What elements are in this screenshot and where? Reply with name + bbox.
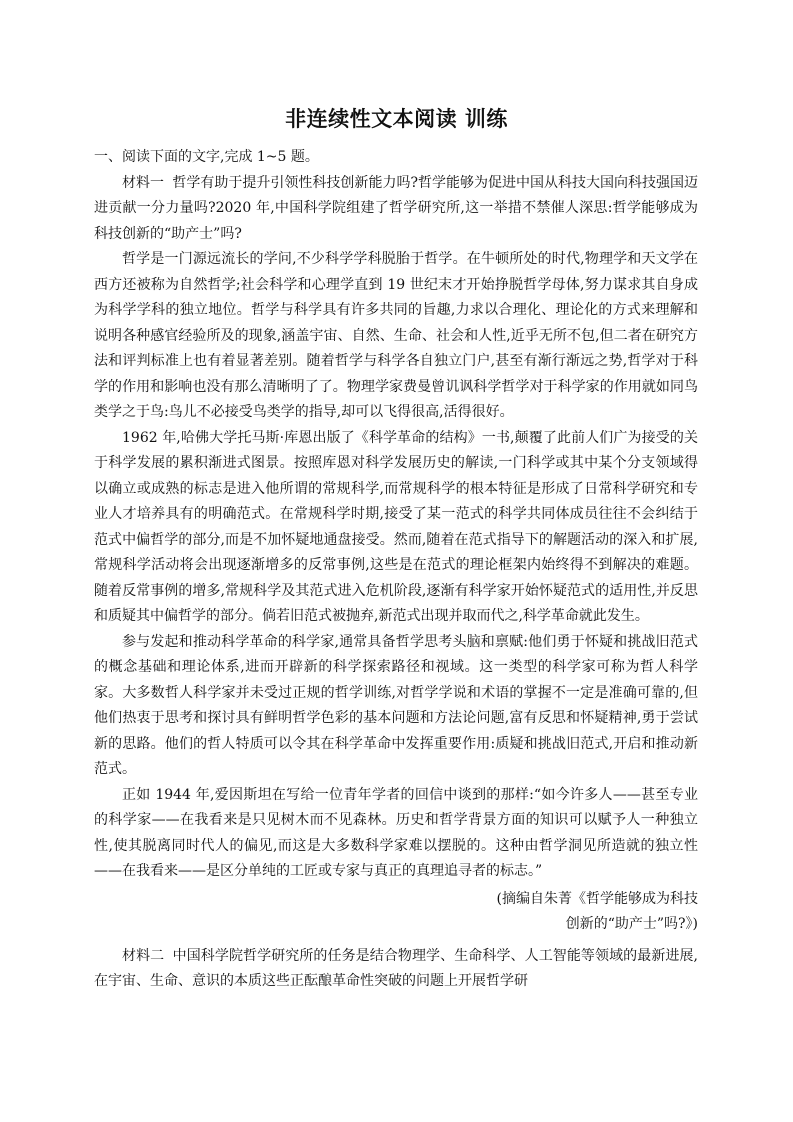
material2-paragraph-1 xyxy=(94,944,698,995)
material1-paragraph-4: 参与发起和推动科学革命的科学家,通常具备哲学思考头脑和禀赋:他们勇于怀疑和挑战旧范式的概念基础和理论体系,进而开辟新的科学探索路径和视域。这一类型的科学家可称为哲人科学家。大多数哲人科学家并未受过正规的哲学训练,对哲学学说和术语的掌握不一定是准确可靠的,但他们热衷于思考和探讨具有鲜明哲学色彩的基本问题和方法论问题,富有反思和怀疑精神,勇于尝试新的思路。他们的哲人特质可以令其在科学革命中发挥重要作用:质疑和挑战旧范式,开启和推动新范式。 xyxy=(94,633,698,777)
material1-paragraph-3: 1962 年,哈佛大学托马斯·库恩出版了《科学革命的结构》一书,颠覆了此前人们广为接受的关于科学发展的累积渐进式图景。按照库恩对科学发展历史的解读,一门科学或其中某个分支领域得以确立或成熟的标志是进入他所谓的常规科学,而常规科学的根本特征是形成了日常科学研究和专业人才培养具有的明确范式。在常规科学时期,接受了某一范式的科学共同体成员往往不会纠结于范式中偏哲学的部分,而是不加怀疑地通盘接受。然而,随着在范式指导下的解题活动的深入和扩展,常规科学活动将会出现逐渐增多的反常事例,这些是在范式的理论框架内始终得不到解决的难题。随着反常事例的增多,常规科学及其范式进入危机阶段,逐渐有科学家开始怀疑范式的适用性,并反思和质疑其中偏哲学的部分。倘若旧范式被抛弃,新范式出现并取而代之,科学革命就此发生。 xyxy=(94,429,698,624)
source-line-1: (摘编自朱菁《哲学能够成为科技 xyxy=(496,890,698,907)
material2-label: 材料二 xyxy=(122,947,165,964)
material1-paragraph-2: 哲学是一门源远流长的学问,不少科学学科脱胎于哲学。在牛顿所处的时代,物理学和天文学在西方还被称为自然哲学;社会科学和心理学直到 19 世纪末才开始挣脱哲学母体,努力谋求其自身成为科学学科的独立地位。哲学与科学具有许多共同的旨趣,力求以合理化、理论化的方式来理解和说明各种感官经验所及的现象,涵盖宇宙、自然、生命、社会和人性,近乎无所不包,但二者在研究方法和评判标准上也有着显著差别。随着哲学与科学各自独立门户,甚至有渐行渐远之势,哲学对于科学的作用和影响也没有那么清晰明了了。物理学家费曼曾讥讽科学哲学对于科学家的作用就如同鸟类学之于鸟:鸟儿不必接受鸟类学的指导,却可以飞得很高,活得很好。 xyxy=(94,251,698,420)
material1-label: 材料一 xyxy=(122,174,165,191)
document-body xyxy=(94,145,698,995)
material1-p1-text: 哲学有助于提升引领性科技创新能力吗?哲学能够为促进中国从科技大国向科技强国迈进贡献一分力量吗?2020 年,中国科学院组建了哲学研究所,这一举措不禁催人深思:哲学能够成为科技创新的“助产士”吗? xyxy=(94,174,698,242)
question-instruction: 一、阅读下面的文字,完成 1~5 题。 xyxy=(94,149,319,165)
material1-paragraph-5: 正如 1944 年,爱因斯坦在写给一位青年学者的回信中谈到的那样:“如今许多人——甚至专业的科学家——在我看来是只见树木而不见森林。历史和哲学背景方面的知识可以赋予人一种独立性,使其脱离同时代人的偏见,而这是大多数科学家难以摆脱的。这种由哲学洞见所造就的独立性——在我看来——是区分单纯的工匠或专家与真正的真理追寻者的标志。” xyxy=(94,786,698,879)
material1-paragraph-1 xyxy=(94,171,698,248)
material1-source-citation xyxy=(94,887,698,938)
document-title: 非连续性文本阅读 训练 xyxy=(285,107,508,131)
source-line-2: 创新的“助产士”吗?》) xyxy=(565,916,698,932)
material2-p1-text: 中国科学院哲学研究所的任务是结合物理学、生命科学、人工智能等领域的最新进展,在宇宙、生命、意识的本质这些正酝酿革命性突破的问题上开展哲学研 xyxy=(94,947,699,989)
